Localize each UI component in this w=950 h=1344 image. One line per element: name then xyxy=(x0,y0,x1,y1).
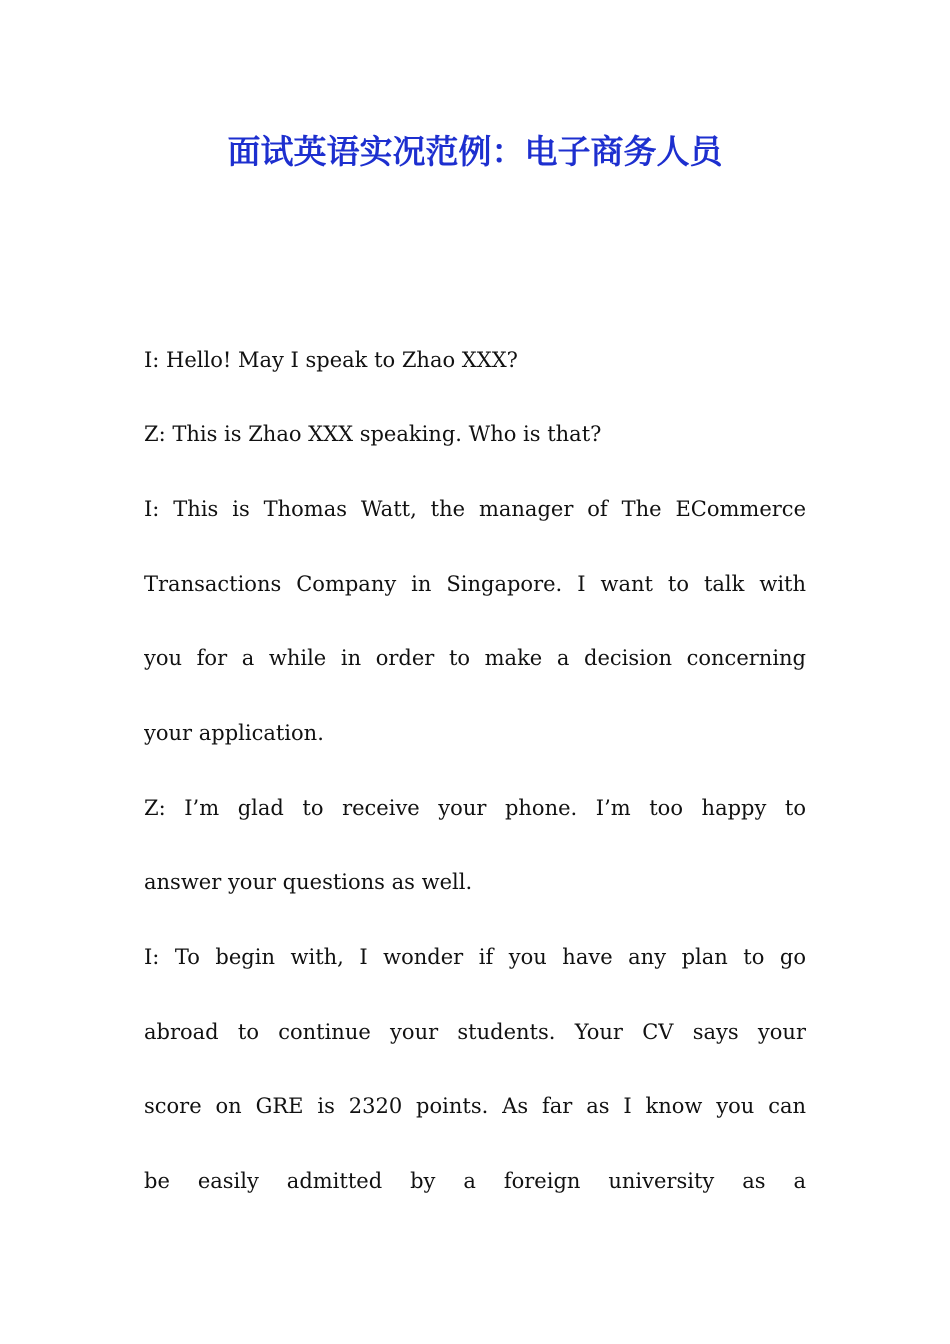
text-line: abroad to continue your students. Your CV says your xyxy=(144,1020,806,1044)
text-line: I: To begin with, I wonder if you have any plan to go xyxy=(144,945,806,969)
text-line: you for a while in order to make a decision concerning xyxy=(144,646,806,670)
text-line: your application. xyxy=(144,721,324,745)
document-title: 面试英语实况范例：电子商务人员 xyxy=(227,132,723,171)
text-line: I: This is Thomas Watt, the manager of The ECommerce xyxy=(144,497,806,521)
text-line: answer your questions as well. xyxy=(144,870,473,894)
text-line: Transactions Company in Singapore. I want to talk with xyxy=(144,572,806,596)
text-line: Z: I’m glad to receive your phone. I’m too happy to xyxy=(144,796,806,820)
text-line: I: Hello! May I speak to Zhao XXX? xyxy=(144,348,518,372)
text-line: be easily admitted by a foreign university as a xyxy=(144,1169,806,1193)
text-line: Z: This is Zhao XXX speaking. Who is that? xyxy=(144,422,602,446)
text-line: score on GRE is 2320 points. As far as I know you can xyxy=(144,1094,806,1118)
